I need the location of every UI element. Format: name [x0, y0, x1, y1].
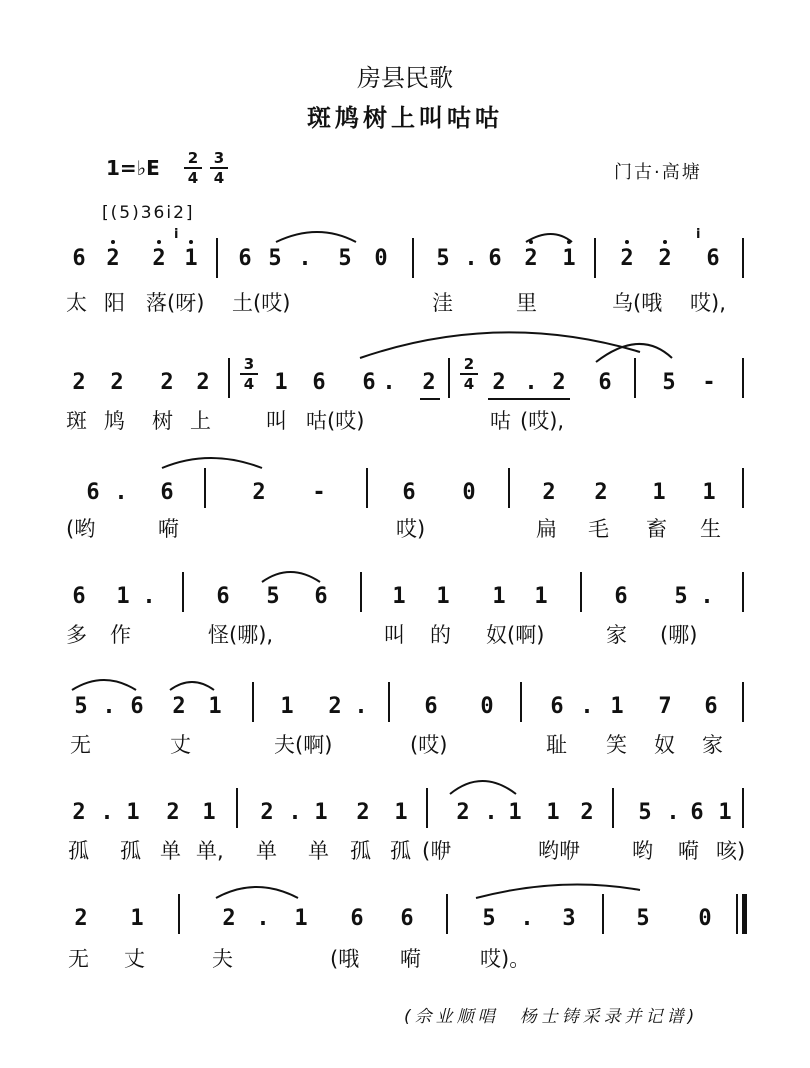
note: 3 [562, 906, 576, 931]
time-sig-denominator: 4 [213, 169, 225, 187]
note: 1 [702, 480, 716, 505]
note: 6 [350, 906, 364, 931]
bar-line [236, 788, 238, 828]
note: 1 [718, 800, 732, 825]
time-sig-numerator: 2 [187, 149, 199, 167]
bar-line [216, 238, 218, 278]
slur [216, 887, 298, 898]
lyric: 里 [516, 291, 537, 315]
note: 6 [216, 584, 230, 609]
intro-notation: [(5)36i2] [102, 203, 195, 223]
lyric: 夫 [212, 947, 233, 971]
note: 2 [594, 480, 608, 505]
time-signature-2-4: 2 4 [460, 356, 478, 392]
lyric: 丈 [124, 947, 145, 971]
slur [476, 885, 640, 898]
bar-line [520, 682, 522, 722]
lyric: 叫 [384, 623, 405, 647]
note: 1 [534, 584, 548, 609]
lyric: 嗬 [400, 947, 421, 971]
note: 2 [422, 370, 436, 395]
lyric: 多 [66, 623, 87, 647]
lyric: (咿 [422, 839, 452, 863]
lyric: 奴(啊) [486, 623, 545, 647]
final-bar-line-thick [742, 894, 747, 934]
note: 2 [160, 370, 174, 395]
note: 2 [172, 694, 186, 719]
note: 1 [126, 800, 140, 825]
note: 7 [658, 694, 672, 719]
note: 1 [314, 800, 328, 825]
note: 1 [294, 906, 308, 931]
note: 6 [86, 480, 100, 505]
high-octave-dot [567, 240, 571, 244]
lyric: 哎), [690, 291, 726, 315]
grace-note: i [696, 227, 701, 242]
lyric: 叫 [266, 409, 287, 433]
note: 6 [400, 906, 414, 931]
time-signature-3-4 [210, 150, 228, 186]
slur [170, 682, 214, 690]
note: 2 [74, 906, 88, 931]
slur [450, 781, 516, 794]
bar-line [388, 682, 390, 722]
lyric: 畜 [646, 517, 667, 541]
lyric: 孤 [68, 839, 89, 863]
note: . [114, 480, 128, 505]
bar-line [446, 894, 448, 934]
underline [420, 398, 440, 400]
note: 2 [72, 370, 86, 395]
note: 6 [72, 584, 86, 609]
bar-line [366, 468, 368, 508]
note: 5 [636, 906, 650, 931]
lyric: 鸠 [104, 409, 125, 433]
note: . [100, 800, 114, 825]
note: . [520, 906, 534, 931]
lyric: 单, [196, 839, 224, 863]
note: . [464, 246, 478, 271]
lyric: 扁 [536, 517, 557, 541]
note: 1 [436, 584, 450, 609]
bar-line [742, 238, 744, 278]
bar-line [360, 572, 362, 612]
note: . [298, 246, 312, 271]
lyric: 丈 [170, 733, 191, 757]
bar-line [178, 894, 180, 934]
song-title: 斑鸠树上叫咕咕 [307, 104, 503, 132]
note: 1 [492, 584, 506, 609]
note: . [580, 694, 594, 719]
region-credit: 门古·高塘 [614, 162, 702, 183]
note: 2 [152, 246, 166, 271]
lyric: 咳) [716, 839, 746, 863]
bar-line [412, 238, 414, 278]
bar-line [252, 682, 254, 722]
bar-line [602, 894, 604, 934]
lyric: 无 [70, 733, 91, 757]
note: 6 [690, 800, 704, 825]
subtitle: 房县民歌 [357, 64, 453, 92]
bar-line [448, 358, 450, 398]
lyric: 落(呀) [146, 291, 205, 315]
bar-line [612, 788, 614, 828]
note: 2 [492, 370, 506, 395]
note: 6 [704, 694, 718, 719]
note: . [700, 584, 714, 609]
note: 1 [280, 694, 294, 719]
note: 2 [552, 370, 566, 395]
time-signature-2-4 [184, 150, 202, 186]
note: 5 [266, 584, 280, 609]
high-octave-dot [663, 240, 667, 244]
underline [488, 398, 570, 400]
note: 1 [184, 246, 198, 271]
note: 1 [130, 906, 144, 931]
lyric: (哟 [66, 517, 96, 541]
note: . [256, 906, 270, 931]
lyric: 单 [256, 839, 277, 863]
note: 2 [542, 480, 556, 505]
lyric: 嗬 [158, 517, 179, 541]
note: 1 [394, 800, 408, 825]
lyric: 阳 [104, 291, 125, 315]
note: 0 [462, 480, 476, 505]
grace-note: i [174, 227, 179, 242]
lyric: 奴 [654, 733, 675, 757]
slur [262, 572, 320, 582]
lyric: 孤 [350, 839, 371, 863]
note: 0 [698, 906, 712, 931]
note: 2 [328, 694, 342, 719]
note: 2 [166, 800, 180, 825]
lyric: 斑 [66, 409, 87, 433]
high-octave-dot [111, 240, 115, 244]
note: . [288, 800, 302, 825]
note: . [102, 694, 116, 719]
high-octave-dot [157, 240, 161, 244]
note: 5 [662, 370, 676, 395]
lyric: 哎)。 [480, 947, 531, 971]
note: 1 [392, 584, 406, 609]
note: 6 [238, 246, 252, 271]
note: 5 [674, 584, 688, 609]
note: 2 [524, 246, 538, 271]
lyric: 笑 [606, 733, 627, 757]
note: 2 [252, 480, 266, 505]
note: . [382, 370, 396, 395]
note: 6 [706, 246, 720, 271]
lyric: 单 [308, 839, 329, 863]
lyric: (哎), [520, 409, 565, 433]
bar-line [580, 572, 582, 612]
note: 2 [72, 800, 86, 825]
bar-line [426, 788, 428, 828]
slur [72, 680, 136, 690]
lyric: 家 [702, 733, 723, 757]
key-signature: 1=♭E [106, 156, 160, 180]
note: 2 [106, 246, 120, 271]
note: 1 [202, 800, 216, 825]
slur [162, 458, 262, 468]
note: . [354, 694, 368, 719]
lyric: 哎) [396, 517, 426, 541]
lyric: 夫(啊) [274, 733, 333, 757]
note: 2 [580, 800, 594, 825]
note: 2 [456, 800, 470, 825]
lyric: 哟 [632, 839, 653, 863]
note: 6 [314, 584, 328, 609]
lyric: 耻 [546, 733, 567, 757]
lyric: 孤 [390, 839, 411, 863]
note: 1 [652, 480, 666, 505]
note: 5 [436, 246, 450, 271]
lyric: 单 [160, 839, 181, 863]
note: 1 [116, 584, 130, 609]
note: 5 [638, 800, 652, 825]
lyric: 作 [110, 623, 131, 647]
lyric: 无 [68, 947, 89, 971]
note: 6 [160, 480, 174, 505]
bar-line [634, 358, 636, 398]
note: 6 [488, 246, 502, 271]
lyric: 的 [430, 623, 451, 647]
bar-line [228, 358, 230, 398]
time-signature-3-4: 3 4 [240, 356, 258, 392]
note: 2 [620, 246, 634, 271]
lyric: 咕(哎) [306, 409, 365, 433]
lyric: 土(哎) [232, 291, 291, 315]
note: . [484, 800, 498, 825]
lyric: 孤 [120, 839, 141, 863]
high-octave-dot [625, 240, 629, 244]
slur [360, 332, 640, 358]
note: 5 [74, 694, 88, 719]
note: 6 [614, 584, 628, 609]
note: 2 [110, 370, 124, 395]
lyric: 哟咿 [538, 839, 580, 863]
lyric: 太 [66, 291, 87, 315]
lyric: 乌(哦 [612, 291, 663, 315]
lyric: (哪) [660, 623, 698, 647]
note: 0 [374, 246, 388, 271]
note: 6 [362, 370, 376, 395]
note: 5 [338, 246, 352, 271]
note: 6 [598, 370, 612, 395]
bar-line [508, 468, 510, 508]
note: 5 [482, 906, 496, 931]
note: 2 [356, 800, 370, 825]
note: 1 [274, 370, 288, 395]
note: 0 [480, 694, 494, 719]
lyric: (哎) [410, 733, 448, 757]
note: - [702, 370, 716, 395]
lyric: 嗬 [678, 839, 699, 863]
time-sig-denominator: 4 [187, 169, 199, 187]
lyric: 上 [190, 409, 211, 433]
note: 2 [260, 800, 274, 825]
lyric: 咕 [490, 409, 511, 433]
note: - [312, 480, 326, 505]
lyric: 毛 [588, 517, 609, 541]
note: 6 [130, 694, 144, 719]
footer-credit: (佘业顺唱 杨士铸采录并记谱) [404, 1007, 699, 1027]
note: 2 [222, 906, 236, 931]
bar-line [742, 468, 744, 508]
lyric: 家 [606, 623, 627, 647]
slur [276, 232, 356, 242]
note: . [142, 584, 156, 609]
note: 5 [268, 246, 282, 271]
lyric: 怪(哪), [208, 623, 274, 647]
note: . [524, 370, 538, 395]
bar-line [204, 468, 206, 508]
time-sig-numerator: 3 [213, 149, 225, 167]
lyric: (哦 [330, 947, 360, 971]
note: 1 [208, 694, 222, 719]
high-octave-dot [189, 240, 193, 244]
note: 1 [546, 800, 560, 825]
note: 1 [610, 694, 624, 719]
note: 2 [658, 246, 672, 271]
note: 2 [196, 370, 210, 395]
bar-line [182, 572, 184, 612]
lyric: 洼 [432, 291, 453, 315]
bar-line [742, 788, 744, 828]
note: 6 [72, 246, 86, 271]
final-bar-line-thin [736, 894, 738, 934]
bar-line [742, 358, 744, 398]
note: . [666, 800, 680, 825]
note: 1 [508, 800, 522, 825]
high-octave-dot [529, 240, 533, 244]
lyric: 生 [700, 517, 721, 541]
note: 6 [402, 480, 416, 505]
note: 1 [562, 246, 576, 271]
lyric: 树 [152, 409, 173, 433]
bar-line [742, 572, 744, 612]
bar-line [594, 238, 596, 278]
bar-line [742, 682, 744, 722]
note: 6 [550, 694, 564, 719]
note: 6 [424, 694, 438, 719]
note: 6 [312, 370, 326, 395]
